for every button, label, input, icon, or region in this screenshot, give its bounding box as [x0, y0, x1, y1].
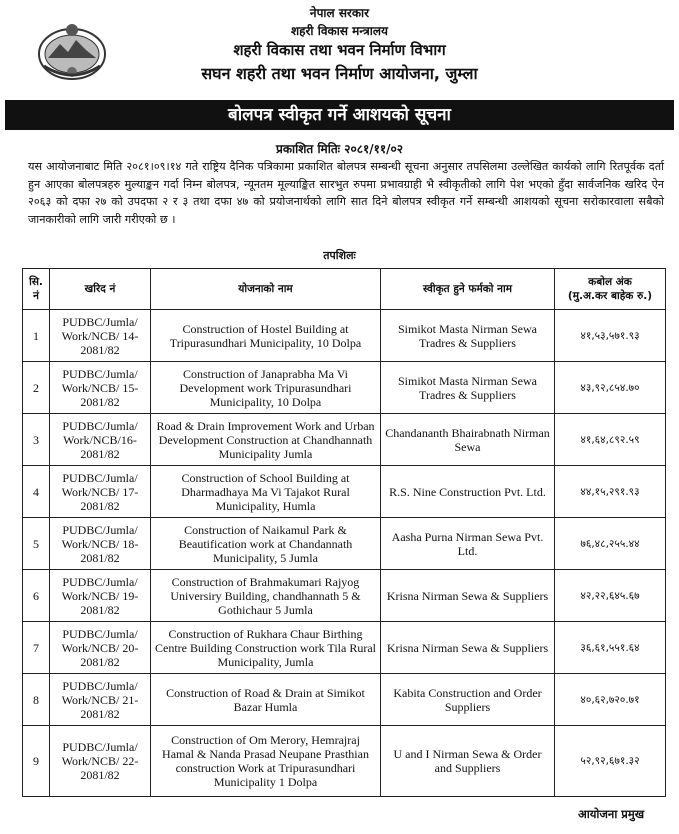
header-bid-amount: [555, 269, 666, 310]
row-project-name: Construction of Hostel Building at Tripurasundhari Municipality, 10 Dolpa: [151, 310, 381, 362]
row-procurement-no: PUDBC/Jumla/ Work/NCB/ 18-2081/82: [50, 518, 151, 570]
ministry-name: शहरी विकास मन्त्रालय: [290, 24, 389, 38]
row-bid-amount: ४३,९२,८५४.७०: [555, 362, 666, 414]
row-procurement-no: PUDBC/Jumla/ Work/NCB/ 21-2081/82: [50, 674, 151, 726]
notice-body-text: यस आयोजनाबाट मिति २०८१।०९।१४ गते राष्ट्रिय दैनिक पत्रिकामा प्रकाशित बोलपत्र सम्बन्धी सूचना अनुसार तपसिलमा उल्लेखित कार्यको लागि रितपूर्वक दर्ता हुन आएका बोलपत्रहरु मुल्याङ्कन गर्दा निम्न बोलपत्र, न्यूनतम मूल्याङ्कित सारभुत रुपमा प्रभावग्राही भै स्वीकृतीको लागि पेश भएको हुँदा सार्वजनिक खरिद ऐन २०६३ को दफा २७ को उपदफा २ र ३ तथा दफा ४७ को प्रयोजनार्थको लागि सात दिने बोलपत्र स्वीकृत गर्ने सम्बन्धी आशयको सूचना सरोकारवाला सबैको जानकारीको लागि जारी गरीएको छ ।: [28, 160, 664, 226]
row-sn: 8: [23, 674, 50, 726]
row-firm: Simikot Masta Nirman Sewa Tradres & Suppliers: [381, 310, 555, 362]
row-firm: Simikot Masta Nirman Sewa Tradres & Suppliers: [381, 362, 555, 414]
row-procurement-no: PUDBC/Jumla/ Work/NCB/ 14-2081/82: [50, 310, 151, 362]
row-sn: 2: [23, 362, 50, 414]
table-row: [23, 570, 666, 622]
department-name: शहरी विकास तथा भवन निर्माण विभाग: [233, 41, 446, 59]
row-procurement-no: PUDBC/Jumla/ Work/NCB/ 17-2081/82: [50, 466, 151, 518]
published-date: प्रकाशित मितिः २०८१/११/०२: [276, 142, 403, 156]
row-bid-amount: ४०,६२,७२०.७१: [555, 674, 666, 726]
project-chief-signature: आयोजना प्रमुख: [578, 807, 645, 821]
header-project-name: योजनाको नाम: [151, 269, 381, 310]
bid-table: [22, 268, 666, 797]
government-name: नेपाल सरकार: [309, 6, 370, 20]
row-firm: Chandananth Bhairabnath Nirman Sewa: [381, 414, 555, 466]
row-firm: Krisna Nirman Sewa & Suppliers: [381, 570, 555, 622]
row-sn: 3: [23, 414, 50, 466]
notice-title-banner: बोलपत्र स्वीकृत गर्ने आशयको सूचना: [5, 100, 674, 130]
row-bid-amount: ७६,४८,२५५.४४: [555, 518, 666, 570]
row-project-name: Construction of School Building at Dharmadhaya Ma Vi Tajakot Rural Municipality, Humla: [151, 466, 381, 518]
row-firm: R.S. Nine Construction Pvt. Ltd.: [381, 466, 555, 518]
row-procurement-no: PUDBC/Jumla/ Work/NCB/ 15-2081/82: [50, 362, 151, 414]
row-sn: 9: [23, 726, 50, 797]
table-row: [23, 518, 666, 570]
row-sn: 1: [23, 310, 50, 362]
row-bid-amount: ४२,२२,६४५.६७: [555, 570, 666, 622]
table-row: [23, 726, 666, 797]
table-row: [23, 362, 666, 414]
row-project-name: Construction of Rukhara Chaur Birthing Centre Building Construction work Tila Rural Municipality, Jumla: [151, 622, 381, 674]
schedule-label: तपशिलः: [323, 249, 356, 262]
row-sn: 7: [23, 622, 50, 674]
table-row: [23, 466, 666, 518]
row-project-name: Construction of Janaprabha Ma Vi Development work Tripurasundhari Municipality, 10 Dolpa: [151, 362, 381, 414]
table-row: [23, 414, 666, 466]
row-project-name: Construction of Road & Drain at Simikot Bazar Humla: [151, 674, 381, 726]
row-procurement-no: PUDBC/Jumla/ Work/NCB/16- 2081/82: [50, 414, 151, 466]
row-procurement-no: PUDBC/Jumla/ Work/NCB/ 22-2081/82: [50, 726, 151, 797]
row-firm: Aasha Purna Nirman Sewa Pvt. Ltd.: [381, 518, 555, 570]
row-project-name: Road & Drain Improvement Work and Urban Development Construction at Chandhannath Municipality Jumla: [151, 414, 381, 466]
row-procurement-no: PUDBC/Jumla/ Work/NCB/ 20-2081/82: [50, 622, 151, 674]
table-row: [23, 622, 666, 674]
row-sn: 6: [23, 570, 50, 622]
header-firm: स्वीकृत हुने फर्मको नाम: [381, 269, 555, 310]
row-bid-amount: ५२,९२,६७१.३२: [555, 726, 666, 797]
header-sn: सि. नं: [23, 269, 50, 310]
row-sn: 5: [23, 518, 50, 570]
row-project-name: Construction of Brahmakumari Rajyog Universiry Building, chandhannath 5 & Gothichaur 5 Jumla: [151, 570, 381, 622]
row-bid-amount: ४१,५३,५७१.९३: [555, 310, 666, 362]
row-sn: 4: [23, 466, 50, 518]
row-firm: Kabita Construction and Order Suppliers: [381, 674, 555, 726]
table-header-row: [23, 269, 666, 310]
row-procurement-no: PUDBC/Jumla/ Work/NCB/ 19-2081/82: [50, 570, 151, 622]
header-procurement-no: खरिद नं: [50, 269, 151, 310]
header-bid-amount-label: कबोल अंक: [588, 276, 632, 288]
table-row: [23, 674, 666, 726]
row-bid-amount: ४१,६४,८९२.५९: [555, 414, 666, 466]
header-bid-amount-note: (मु.अ.कर बाहेक रु.): [567, 290, 653, 302]
row-firm: Krisna Nirman Sewa & Suppliers: [381, 622, 555, 674]
row-bid-amount: ४४,१५,२९१.९३: [555, 466, 666, 518]
row-project-name: Construction of Om Merory, Hemrajraj Hamal & Nanda Prasad Neupane Prasthian construction Work at Tripurasundhari Municipality 1 Dolpa: [151, 726, 381, 797]
table-row: [23, 310, 666, 362]
project-name: सघन शहरी तथा भवन निर्माण आयोजना, जुम्ला: [201, 64, 478, 83]
row-firm: U and I Nirman Sewa & Order and Suppliers: [381, 726, 555, 797]
row-bid-amount: ३६,६१,५५१.६४: [555, 622, 666, 674]
row-project-name: Construction of Naikamul Park & Beautification work at Chandannath Municipality, 5 Jumla: [151, 518, 381, 570]
